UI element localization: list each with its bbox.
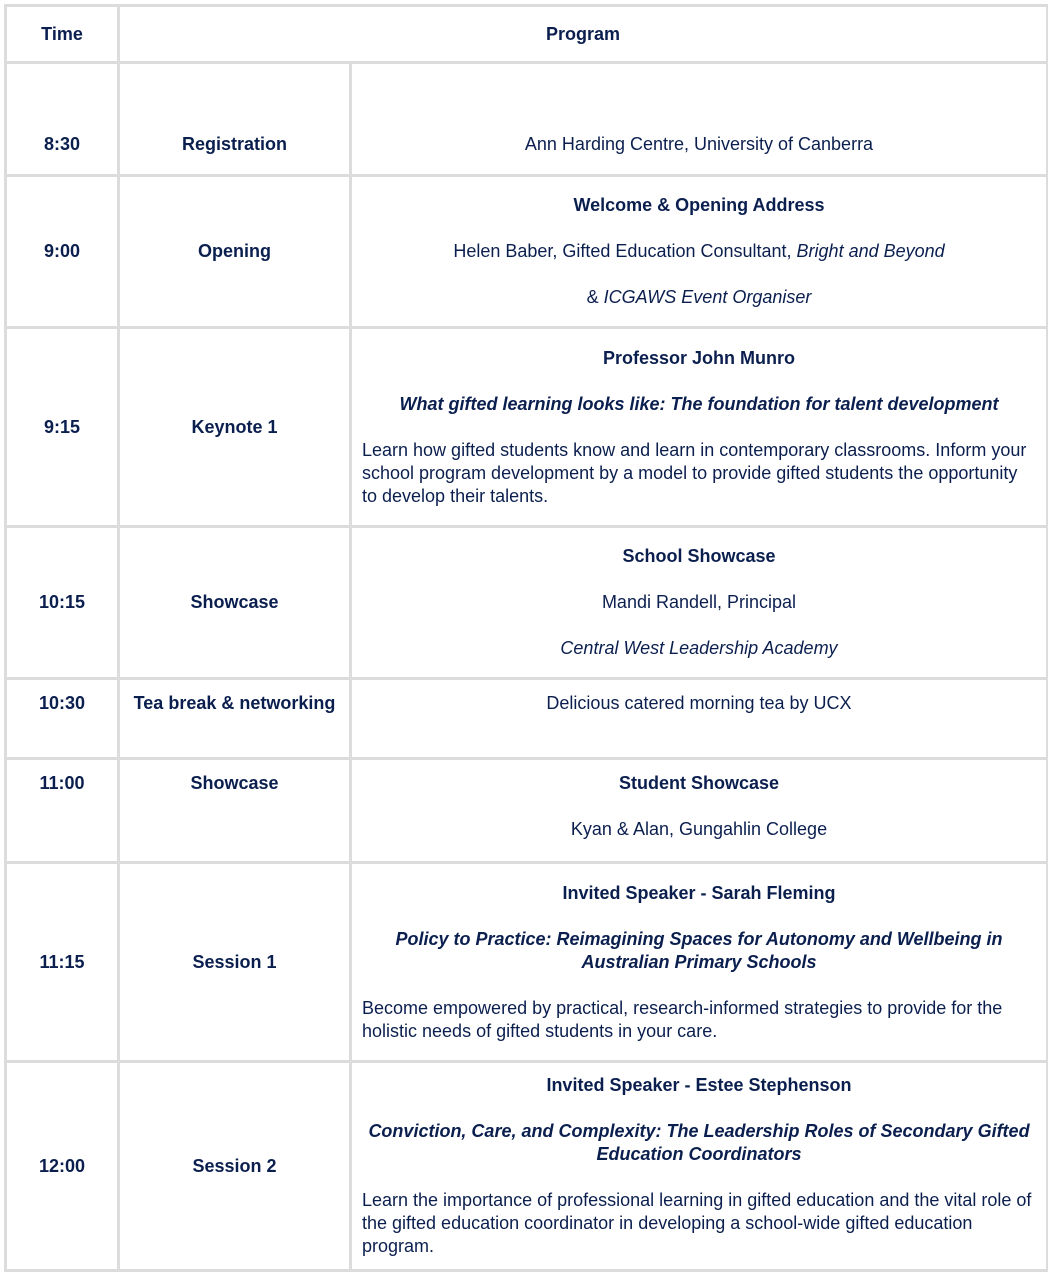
session-description: Learn the importance of professional learning in gifted education and the vital role of the gifted education coordinator in developing a school-wide gifted education program. xyxy=(362,1190,1032,1256)
table-row xyxy=(6,328,1048,527)
time-cell: 9:00 xyxy=(6,176,119,328)
table-row xyxy=(6,679,1048,759)
table-row xyxy=(6,176,1048,328)
session-detail xyxy=(351,1062,1048,1271)
program-table xyxy=(4,4,1048,1272)
session-detail xyxy=(351,63,1048,176)
time-cell: 10:30 xyxy=(6,679,119,759)
speaker-name: Helen Baber, Gifted Education Consultant, xyxy=(453,241,797,261)
session-label: Tea break & networking xyxy=(119,679,351,759)
table-row xyxy=(6,527,1048,679)
table-header-row xyxy=(6,6,1048,63)
role-line xyxy=(362,286,1036,309)
speaker-line: Mandi Randell, Principal xyxy=(601,592,797,612)
session-label: Showcase xyxy=(119,527,351,679)
time-cell: 11:00 xyxy=(6,759,119,863)
session-description: Learn how gifted students know and learn in contemporary classrooms. Inform your school program development by a model to provide gifted students the opportunity to develop their talents. xyxy=(362,439,1027,506)
session-label: Session 2 xyxy=(119,1062,351,1271)
time-cell: 11:15 xyxy=(6,863,119,1062)
session-detail xyxy=(351,176,1048,328)
table-row xyxy=(6,759,1048,863)
talk-title: Conviction, Care, and Complexity: The Leadership Roles of Secondary Gifted Education Coordinators xyxy=(368,1121,1030,1164)
table-row xyxy=(6,1062,1048,1271)
speaker-line: Kyan & Alan, Gungahlin College xyxy=(570,819,828,839)
role-prefix: & xyxy=(586,287,604,307)
session-title: Professor John Munro xyxy=(602,347,795,368)
session-detail xyxy=(351,759,1048,863)
time-cell: 12:00 xyxy=(6,1062,119,1271)
session-detail xyxy=(351,863,1048,1062)
venue-text: Ann Harding Centre, University of Canberra xyxy=(524,134,874,154)
session-label: Keynote 1 xyxy=(119,328,351,527)
talk-title: What gifted learning looks like: The foundation for talent development xyxy=(399,393,999,414)
session-label: Showcase xyxy=(119,759,351,863)
talk-title: Policy to Practice: Reimagining Spaces for Autonomy and Wellbeing in Australian Primary Schools xyxy=(395,928,1003,972)
role-text: ICGAWS Event Organiser xyxy=(603,287,812,307)
time-cell: 8:30 xyxy=(6,63,119,176)
session-detail xyxy=(351,679,1048,759)
session-title: Invited Speaker - Sarah Fleming xyxy=(562,882,836,903)
session-label: Registration xyxy=(119,63,351,176)
organisation-name: Central West Leadership Academy xyxy=(560,638,838,658)
program-column-header: Program xyxy=(119,6,1048,63)
session-detail xyxy=(351,527,1048,679)
break-description: Delicious catered morning tea by UCX xyxy=(546,693,852,713)
session-title: Welcome & Opening Address xyxy=(573,195,825,215)
speaker-line xyxy=(362,240,1036,263)
organisation-name: Bright and Beyond xyxy=(796,241,945,261)
session-title: Invited Speaker - Estee Stephenson xyxy=(546,1075,852,1095)
time-column-header: Time xyxy=(6,6,119,63)
session-description: Become empowered by practical, research-informed strategies to provide for the holistic needs of gifted students in your care. xyxy=(362,997,1003,1041)
table-row xyxy=(6,63,1048,176)
session-title: School Showcase xyxy=(622,546,776,566)
session-title: Student Showcase xyxy=(618,773,780,793)
session-detail xyxy=(351,328,1048,527)
session-label: Opening xyxy=(119,176,351,328)
session-label: Session 1 xyxy=(119,863,351,1062)
time-cell: 10:15 xyxy=(6,527,119,679)
table-row xyxy=(6,863,1048,1062)
time-cell: 9:15 xyxy=(6,328,119,527)
